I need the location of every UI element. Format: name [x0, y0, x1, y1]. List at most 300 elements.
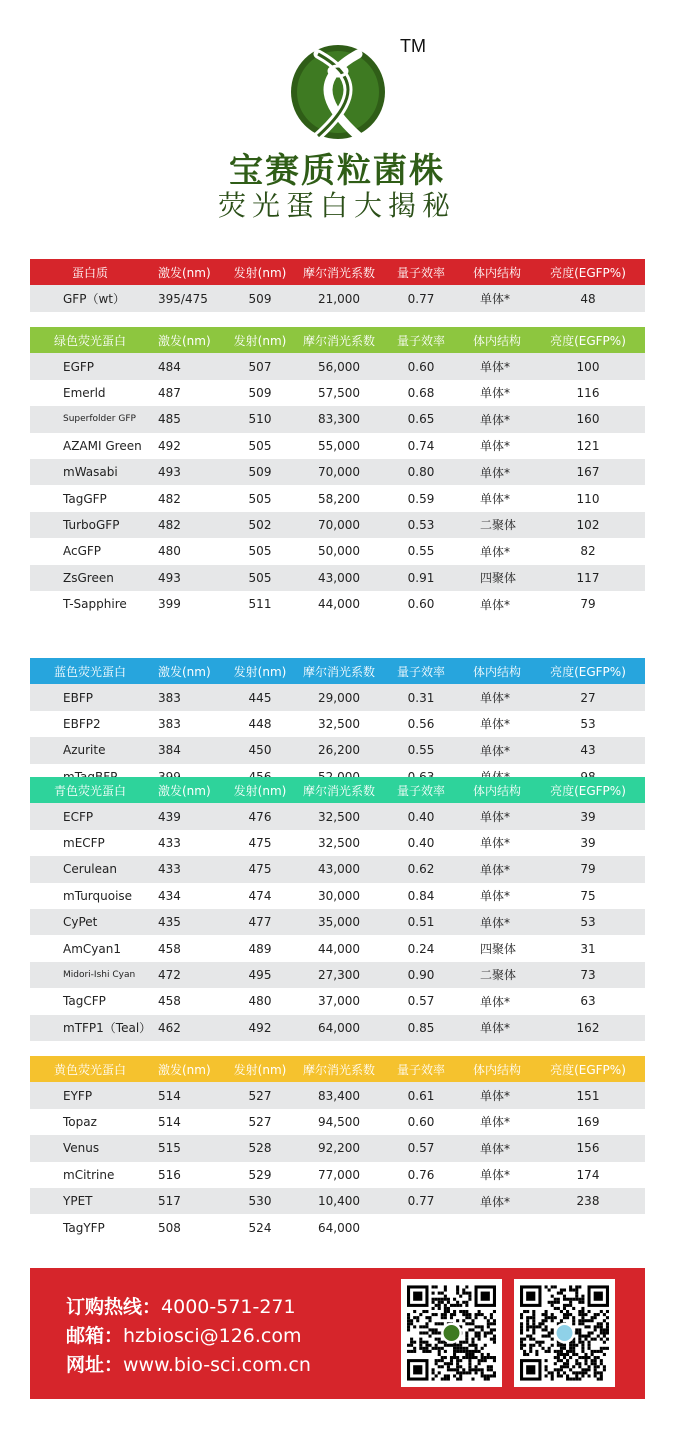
table-row — [30, 433, 645, 459]
quantum-yield: 0.55 — [407, 743, 435, 758]
quantum-yield: 0.56 — [407, 716, 435, 731]
table-row — [30, 591, 645, 617]
emission: 495 — [248, 967, 272, 982]
excitation: 395/475 — [158, 291, 208, 306]
table-body — [30, 353, 645, 617]
quantum-yield: 0.55 — [407, 544, 435, 559]
extinction: 94,500 — [318, 1114, 360, 1129]
header-cell: 量子效率 — [396, 1062, 445, 1077]
brightness: 79 — [580, 862, 596, 877]
quantum-yield: 0.60 — [407, 597, 435, 612]
protein-name: mECFP — [63, 835, 105, 850]
extinction: 10,400 — [318, 1194, 360, 1209]
extinction: 57,500 — [318, 385, 360, 400]
extinction: 35,000 — [318, 915, 360, 930]
protein-name: TagCFP — [63, 994, 106, 1009]
table-body — [30, 1082, 645, 1240]
dna-helix-logo-icon — [288, 40, 388, 150]
phone-line — [66, 1292, 296, 1319]
brightness: 27 — [580, 690, 596, 705]
trademark-mark: TM — [400, 36, 426, 56]
structure: 二聚体 — [480, 968, 517, 983]
excitation: 517 — [158, 1194, 181, 1209]
table-row — [30, 1162, 645, 1188]
header-cell: 体内结构 — [472, 333, 521, 348]
emission: 509 — [248, 385, 272, 400]
emission: 505 — [248, 438, 272, 453]
protein-name: T-Sapphire — [63, 597, 127, 612]
protein-name: GFP（wt） — [63, 292, 125, 307]
quantum-yield: 0.80 — [407, 465, 435, 480]
emission: 475 — [248, 862, 272, 877]
header-cell: 激发(nm) — [158, 265, 211, 280]
extinction: 50,000 — [318, 544, 360, 559]
excitation: 515 — [158, 1141, 181, 1156]
table-row — [30, 1214, 645, 1240]
excitation: 485 — [158, 412, 181, 427]
emission: 474 — [248, 888, 272, 903]
emission: 476 — [248, 809, 272, 824]
protein-name: AZAMI Green — [63, 438, 142, 453]
structure: 单体* — [480, 492, 511, 507]
header — [0, 0, 674, 240]
protein-name: AcGFP — [63, 544, 102, 559]
table-row — [30, 909, 645, 935]
structure: 单体* — [480, 1168, 511, 1183]
table-row — [30, 856, 645, 882]
excitation: 458 — [158, 941, 181, 956]
slogan: 荧光蛋白大揭秘 — [217, 189, 456, 222]
brightness: 238 — [576, 1194, 600, 1209]
excitation: 434 — [158, 888, 181, 903]
table-row — [30, 285, 645, 311]
brightness: 82 — [580, 544, 596, 559]
protein-name: CyPet — [63, 915, 98, 930]
extinction: 44,000 — [318, 597, 360, 612]
quantum-yield: 0.91 — [407, 570, 435, 585]
extinction: 43,000 — [318, 570, 360, 585]
extinction: 44,000 — [318, 941, 360, 956]
brightness — [538, 1214, 638, 1240]
web-label: 网址： — [66, 1354, 124, 1376]
header-cell: 激发(nm) — [158, 664, 211, 679]
header-cell: 摩尔消光系数 — [302, 664, 375, 679]
protein-name: Azurite — [63, 743, 106, 758]
excitation: 516 — [158, 1167, 181, 1182]
quantum-yield: 0.77 — [407, 1194, 435, 1209]
excitation: 458 — [158, 994, 181, 1009]
table-row — [30, 1109, 645, 1135]
structure: 单体* — [480, 862, 511, 877]
excitation: 433 — [158, 835, 181, 850]
structure: 单体* — [480, 439, 511, 454]
protein-name: AmCyan1 — [63, 941, 121, 956]
emission: 502 — [248, 517, 272, 532]
excitation: 482 — [158, 517, 181, 532]
header-cell: 体内结构 — [472, 1062, 521, 1077]
structure: 单体* — [480, 597, 511, 612]
table-row — [30, 1082, 645, 1108]
brightness: 117 — [576, 570, 600, 585]
brightness: 39 — [580, 809, 596, 824]
protein-name: EYFP — [63, 1088, 93, 1103]
protein-name: EBFP — [63, 690, 93, 705]
header-cell: 亮度(EGFP%) — [550, 783, 626, 798]
quantum-yield: 0.60 — [407, 1114, 435, 1129]
quantum-yield: 0.77 — [407, 291, 435, 306]
excitation: 384 — [158, 743, 181, 758]
header-cell: 发射(nm) — [233, 664, 287, 679]
extinction: 64,000 — [318, 1020, 360, 1035]
emission: 509 — [248, 291, 272, 306]
structure: 单体* — [480, 544, 511, 559]
table-row — [30, 565, 645, 591]
header-cell: 体内结构 — [472, 265, 521, 280]
table-cyan — [30, 777, 645, 1041]
protein-name: Emerld — [63, 385, 106, 400]
quantum-yield: 0.51 — [407, 915, 435, 930]
brightness: 160 — [576, 412, 600, 427]
table-row — [30, 380, 645, 406]
header-cell: 量子效率 — [396, 333, 445, 348]
protein-name: EGFP — [63, 359, 95, 374]
table-row — [30, 803, 645, 829]
table-row — [30, 1135, 645, 1161]
header-cell: 亮度(EGFP%) — [550, 1062, 626, 1077]
excitation: 487 — [158, 385, 181, 400]
quantum-yield: 0.31 — [407, 690, 435, 705]
extinction: 92,200 — [318, 1141, 360, 1156]
header-cell: 黄色荧光蛋白 — [53, 1062, 126, 1077]
emission: 492 — [248, 1020, 272, 1035]
header-cell: 摩尔消光系数 — [302, 333, 375, 348]
extinction: 32,500 — [318, 716, 360, 731]
header-cell: 青色荧光蛋白 — [53, 783, 126, 798]
structure: 单体* — [480, 691, 511, 706]
qr-code-website — [401, 1279, 502, 1387]
quantum-yield: 0.62 — [407, 862, 435, 877]
protein-name: EBFP2 — [63, 716, 101, 731]
excitation: 484 — [158, 359, 181, 374]
emission: 509 — [248, 465, 272, 480]
excitation: 514 — [158, 1114, 181, 1129]
extinction: 70,000 — [318, 465, 360, 480]
brightness: 156 — [576, 1141, 600, 1156]
header-cell: 绿色荧光蛋白 — [53, 333, 126, 348]
extinction: 55,000 — [318, 438, 360, 453]
extinction: 32,500 — [318, 835, 360, 850]
quantum-yield: 0.24 — [407, 941, 435, 956]
extinction: 21,000 — [318, 291, 360, 306]
extinction: 64,000 — [318, 1220, 360, 1235]
extinction: 29,000 — [318, 690, 360, 705]
extinction: 83,300 — [318, 412, 360, 427]
protein-name: mWasabi — [63, 465, 118, 480]
table-row — [30, 988, 645, 1014]
phone-number[interactable]: 4000-571-271 — [161, 1296, 296, 1318]
brightness: 31 — [580, 941, 596, 956]
extinction: 70,000 — [318, 517, 360, 532]
emission: 445 — [248, 690, 272, 705]
brightness: 169 — [576, 1114, 600, 1129]
emission: 505 — [248, 544, 272, 559]
extinction: 32,500 — [318, 809, 360, 824]
table-header — [30, 259, 645, 285]
emission: 475 — [248, 835, 272, 850]
table-row — [30, 406, 645, 432]
brightness: 121 — [576, 438, 600, 453]
structure: 单体* — [480, 1194, 511, 1209]
table-wt — [30, 259, 645, 312]
excitation: 493 — [158, 465, 181, 480]
header-cell: 量子效率 — [396, 664, 445, 679]
header-cell: 亮度(EGFP%) — [550, 333, 626, 348]
brightness: 53 — [580, 915, 596, 930]
structure: 单体* — [480, 360, 511, 375]
protein-name: TurboGFP — [63, 517, 120, 532]
extinction: 30,000 — [318, 888, 360, 903]
structure: 单体* — [480, 915, 511, 930]
email-label: 邮箱： — [66, 1325, 124, 1347]
quantum-yield: 0.90 — [407, 967, 435, 982]
table-row — [30, 1188, 645, 1214]
excitation: 472 — [158, 967, 181, 982]
quantum-yield: 0.59 — [407, 491, 435, 506]
phone-label: 订购热线： — [66, 1296, 162, 1318]
emission: 511 — [248, 597, 272, 612]
email-line — [66, 1321, 302, 1348]
table-row — [30, 353, 645, 379]
contact-footer — [30, 1268, 645, 1399]
structure: 单体* — [480, 889, 511, 904]
quantum-yield: 0.60 — [407, 359, 435, 374]
excitation: 492 — [158, 438, 181, 453]
protein-name: ECFP — [63, 809, 94, 824]
emission: 450 — [248, 743, 272, 758]
header-cell: 发射(nm) — [233, 333, 287, 348]
protein-name: mCitrine — [63, 1167, 115, 1182]
structure: 单体* — [480, 717, 511, 732]
excitation: 399 — [158, 597, 181, 612]
header-cell: 发射(nm) — [233, 265, 287, 280]
emission: 528 — [248, 1141, 272, 1156]
header-cell: 摩尔消光系数 — [302, 783, 375, 798]
extinction: 77,000 — [318, 1167, 360, 1182]
quantum-yield: 0.57 — [407, 1141, 435, 1156]
quantum-yield: 0.65 — [407, 412, 435, 427]
quantum-yield: 0.61 — [407, 1088, 435, 1103]
extinction: 37,000 — [318, 994, 360, 1009]
header-cell: 激发(nm) — [158, 783, 211, 798]
quantum-yield: 0.68 — [407, 385, 435, 400]
structure: 单体* — [480, 994, 511, 1009]
table-row — [30, 459, 645, 485]
brightness: 63 — [580, 994, 596, 1009]
extinction: 56,000 — [318, 359, 360, 374]
protein-name: TagYFP — [63, 1220, 105, 1235]
qr-code-icon — [407, 1285, 496, 1381]
protein-name: Topaz — [63, 1114, 97, 1129]
emission: 527 — [248, 1114, 272, 1129]
protein-name: mTFP1（Teal） — [63, 1021, 152, 1036]
emission: 489 — [248, 941, 272, 956]
brightness: 100 — [576, 359, 600, 374]
header-cell: 激发(nm) — [158, 333, 211, 348]
excitation: 433 — [158, 862, 181, 877]
table-row — [30, 935, 645, 961]
brightness: 151 — [576, 1088, 600, 1103]
header-cell: 体内结构 — [472, 664, 521, 679]
table-row — [30, 512, 645, 538]
protein-name: Superfolder GFP — [63, 414, 136, 425]
protein-name: Cerulean — [63, 862, 117, 877]
extinction: 26,200 — [318, 743, 360, 758]
structure: 单体* — [480, 743, 511, 758]
emission: 524 — [248, 1220, 272, 1235]
header-cell: 亮度(EGFP%) — [550, 265, 626, 280]
quantum-yield: 0.57 — [407, 994, 435, 1009]
quantum-yield: 0.76 — [407, 1167, 435, 1182]
structure: 二聚体 — [480, 518, 517, 533]
quantum-yield: 0.84 — [407, 888, 435, 903]
emission: 530 — [248, 1194, 272, 1209]
table-blue — [30, 658, 645, 790]
structure: 单体* — [480, 1021, 511, 1036]
emission: 527 — [248, 1088, 272, 1103]
structure: 单体* — [480, 1141, 511, 1156]
table-row — [30, 485, 645, 511]
website-link[interactable]: www.bio-sci.com.cn — [123, 1354, 311, 1376]
brightness: 48 — [580, 291, 596, 306]
structure: 单体* — [480, 1115, 511, 1130]
emission: 507 — [248, 359, 272, 374]
table-row — [30, 830, 645, 856]
structure: 单体* — [480, 386, 511, 401]
protein-name: YPET — [63, 1194, 93, 1209]
table-row — [30, 538, 645, 564]
brand-logo — [288, 40, 388, 150]
brightness: 43 — [580, 743, 596, 758]
emission: 505 — [248, 491, 272, 506]
emission: 510 — [248, 412, 272, 427]
excitation: 435 — [158, 915, 181, 930]
extinction: 27,300 — [318, 967, 360, 982]
table-header — [30, 658, 645, 684]
extinction: 43,000 — [318, 862, 360, 877]
emission: 529 — [248, 1167, 272, 1182]
structure: 四聚体 — [480, 571, 517, 586]
header-cell: 亮度(EGFP%) — [550, 664, 626, 679]
table-row — [30, 737, 645, 763]
header-cell: 量子效率 — [396, 783, 445, 798]
qr-code-icon — [520, 1285, 609, 1381]
header-cell: 体内结构 — [472, 783, 521, 798]
table-yellow — [30, 1056, 645, 1241]
brightness: 75 — [580, 888, 596, 903]
brightness: 73 — [580, 967, 596, 982]
structure: 单体* — [480, 292, 511, 307]
brightness: 174 — [576, 1167, 600, 1182]
brightness: 162 — [576, 1020, 600, 1035]
brand-name: 宝赛质粒菌株 — [229, 151, 445, 191]
header-cell: 发射(nm) — [233, 783, 287, 798]
table-header — [30, 327, 645, 353]
quantum-yield: 0.53 — [407, 517, 435, 532]
excitation: 493 — [158, 570, 181, 585]
quantum-yield: 0.40 — [407, 835, 435, 850]
brightness: 39 — [580, 835, 596, 850]
quantum-yield: 0.74 — [407, 438, 435, 453]
header-cell: 量子效率 — [396, 265, 445, 280]
protein-name: Midori-Ishi Cyan — [63, 969, 136, 980]
table-row — [30, 1015, 645, 1041]
emission: 477 — [248, 915, 272, 930]
excitation: 383 — [158, 716, 181, 731]
excitation: 439 — [158, 809, 181, 824]
structure: 单体* — [480, 836, 511, 851]
excitation: 514 — [158, 1088, 181, 1103]
excitation: 508 — [158, 1220, 181, 1235]
extinction: 83,400 — [318, 1088, 360, 1103]
emission: 480 — [248, 994, 272, 1009]
brightness: 167 — [576, 465, 600, 480]
table-green — [30, 327, 645, 617]
structure: 四聚体 — [480, 942, 517, 957]
structure: 单体* — [480, 1089, 511, 1104]
protein-name: Venus — [63, 1141, 100, 1156]
structure: 单体* — [480, 465, 511, 480]
table-row — [30, 711, 645, 737]
email-address[interactable]: hzbiosci@126.com — [123, 1325, 302, 1347]
structure — [464, 1214, 530, 1240]
table-header — [30, 777, 645, 803]
table-body — [30, 684, 645, 790]
brightness: 116 — [576, 385, 600, 400]
excitation: 462 — [158, 1020, 181, 1035]
emission: 505 — [248, 570, 272, 585]
quantum-yield: 0.85 — [407, 1020, 435, 1035]
table-row — [30, 962, 645, 988]
structure: 单体* — [480, 810, 511, 825]
header-cell: 发射(nm) — [233, 1062, 287, 1077]
protein-name: TagGFP — [63, 491, 107, 506]
web-line — [66, 1350, 311, 1377]
table-row — [30, 684, 645, 710]
protein-name: mTurquoise — [63, 888, 133, 903]
quantum-yield — [388, 1214, 454, 1240]
excitation: 482 — [158, 491, 181, 506]
qr-code-wechat — [514, 1279, 615, 1387]
brightness: 53 — [580, 716, 596, 731]
table-row — [30, 883, 645, 909]
quantum-yield: 0.40 — [407, 809, 435, 824]
table-body — [30, 803, 645, 1041]
excitation: 383 — [158, 690, 181, 705]
extinction: 58,200 — [318, 491, 360, 506]
excitation: 480 — [158, 544, 181, 559]
emission: 448 — [248, 716, 272, 731]
header-cell: 摩尔消光系数 — [302, 265, 375, 280]
brightness: 102 — [576, 517, 600, 532]
brightness: 110 — [576, 491, 600, 506]
header-cell: 激发(nm) — [158, 1062, 211, 1077]
header-cell: 摩尔消光系数 — [302, 1062, 375, 1077]
brightness: 79 — [580, 597, 596, 612]
protein-name: ZsGreen — [63, 570, 114, 585]
header-cell: 蓝色荧光蛋白 — [53, 664, 126, 679]
structure: 单体* — [480, 412, 511, 427]
table-header — [30, 1056, 645, 1082]
